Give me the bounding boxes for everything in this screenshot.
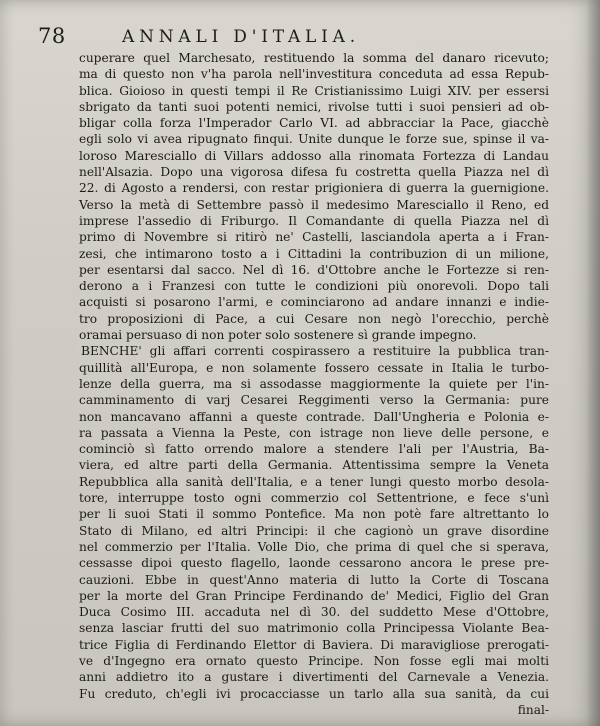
text-line: anni addietro ito a gustare i divertimenti del Carnevale a Venezia. (79, 670, 549, 685)
text-line: ve d'Ingegno era ornato questo Principe. Non fosse egli mai molti (79, 653, 549, 668)
text-line: 22. di Agosto a rendersi, con restar prigioniera di guerra la guernigione. (79, 181, 549, 196)
text-line: nell'Alsazia. Dopo una vigorosa difesa fu costretta quella Piazza nel dì (79, 165, 549, 180)
page-edge-shadow (586, 0, 600, 726)
running-title: ANNALI D'ITALIA. (122, 27, 360, 47)
text-line: viera, ed altre parti della Germania. Attentissima sempre la Veneta (79, 458, 549, 473)
text-line: sbrigato da tanti suoi potenti nemici, rivolse tutti i suoi pensieri ad ob- (79, 99, 549, 114)
text-line: Verso la metà di Settembre passò il medesimo Maresciallo il Reno, ed (79, 197, 549, 212)
text-line: bligar colla forza l'Imperador Carlo VI. ad abbracciar la Pace, giacchè (79, 116, 549, 131)
text-line: senza lasciar frutti del suo matrimonio colla Principessa Violante Bea- (79, 621, 549, 636)
text-line: egli solo vi avea ripugnato finqui. Unite dunque le forze sue, spinse il va- (79, 132, 549, 147)
text-line: tro proposizioni di Pace, a cui Cesare non negò l'orecchio, perchè (79, 311, 549, 326)
text-line: nel commerzio per l'Italia. Volle Dio, che prima di quel che si sperava, (79, 539, 549, 554)
text-line: ma di questo non v'ha parola nell'investitura conceduta ad essa Repub- (79, 67, 549, 82)
text-line: Repubblica alla sanità dell'Italia, e a tener lungi questo morbo desola- (79, 474, 549, 489)
text-line: loroso Maresciallo di Villars addosso alla rinomata Fortezza di Landau (79, 148, 549, 163)
text-line: oramai persuaso di non poter solo sostenere sì grande impegno. (79, 328, 477, 343)
text-line: trice Figlia di Ferdinando Elettor di Baviera. Di maravigliose prerogati- (79, 637, 549, 652)
text-line: camminamento di varj Cesarei Reggimenti verso la Germania: pure (79, 393, 549, 408)
text-line: per li suoi Stati il sommo Pontefice. Ma non potè fare altrettanto lo (79, 507, 549, 522)
text-line: lenze della guerra, ma si assodasse maggiormente la quiete per l'in- (79, 376, 549, 391)
text-line: ra passata a Vienna la Peste, con istrage non lieve delle persone, e (79, 425, 549, 440)
text-line: blica. Gioioso in questi tempi il Re Cristianissimo Luigi XIV. per essersi (79, 83, 549, 98)
text-line: Duca Cosimo III. accaduta nel dì 30. del suddetto Mese d'Ottobre, (79, 605, 549, 620)
body-text (79, 50, 549, 718)
text-line: Stato di Milano, ed altri Principi: il che cagionò un grave disordine (79, 523, 549, 538)
text-line: derono a i Franzesi con tutte le condizioni più onorevoli. Dopo tali (79, 279, 549, 294)
text-line: per la morte del Gran Principe Ferdinando de' Medici, Figlio del Gran (79, 588, 549, 603)
text-line: primo di Novembre si ritirò ne' Castelli, lasciandola aperta a i Fran- (79, 230, 549, 245)
paragraph-start-line: BENCHE' gli affari correnti cospirassero a restituire la pubblica tran- (81, 344, 549, 359)
text-line: cuperare quel Marchesato, restituendo la somma del danaro ricevuto; (79, 51, 549, 65)
text-line: quillità all'Europa, e non solamente fossero cessate in Italia le turbo- (79, 360, 549, 375)
text-line: non mancavano affanni a queste contrade. Dall'Ungheria e Polonia e- (79, 409, 549, 424)
text-line: cominciò sì fatto orrendo malore a stendere l'ali per l'Austria, Ba- (79, 442, 549, 457)
text-line: zesi, che intimarono tosto a i Cittadini la contribuzion di un milione, (79, 246, 549, 261)
text-line: tore, interruppe tosto ogni commerzio col Settentrione, e fece s'unì (79, 491, 549, 506)
page-number: 78 (38, 24, 66, 48)
text-line: acquisti si posarono l'armi, e cominciarono ad andare innanzi e indie- (79, 295, 549, 310)
text-line: imprese l'assedio di Friburgo. Il Comandante di quella Piazza nel dì (79, 213, 549, 228)
text-line: cauzioni. Ebbe in quest'Anno materia di lutto la Corte di Toscana (79, 572, 549, 587)
text-line: Fu creduto, ch'egli ivi procacciasse un tarlo alla sua sanità, da cui (79, 686, 549, 701)
text-line: per esentarsi dal sacco. Nel dì 16. d'Ottobre anche le Fortezze si ren- (79, 262, 549, 277)
page-header (38, 20, 498, 50)
text-line: cessasse dipoi questo flagello, laonde cessarono ancora le prese pre- (79, 556, 549, 571)
catchword: final- (517, 702, 549, 717)
